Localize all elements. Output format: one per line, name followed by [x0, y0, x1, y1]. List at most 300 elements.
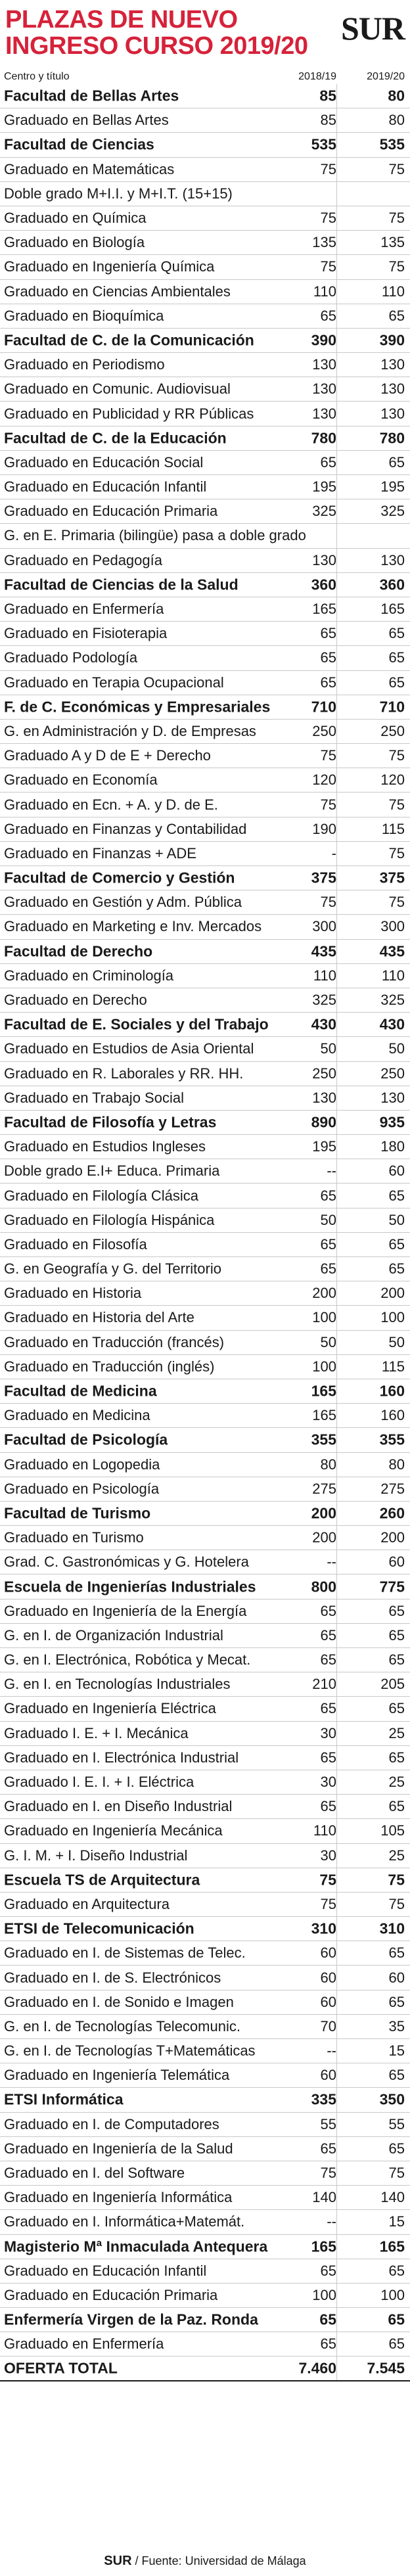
value-2019-20: 60 — [388, 1969, 405, 1986]
value-2019-20: 65 — [388, 674, 405, 691]
value-2019-20: 65 — [388, 2262, 405, 2279]
value-2019-20: 775 — [379, 1578, 405, 1596]
value-2018-19: 65 — [320, 625, 336, 642]
value-2018-19: 780 — [311, 429, 336, 447]
column-divider — [336, 1257, 337, 1281]
value-2019-20: 65 — [388, 2067, 405, 2084]
row-name: Graduado en Pedagogía — [4, 551, 162, 568]
value-2019-20: 130 — [380, 405, 405, 422]
value-2018-19: 100 — [312, 1309, 336, 1326]
value-2019-20: 65 — [388, 1235, 405, 1253]
column-divider — [336, 2113, 337, 2136]
row-name: Graduado en Educación Primaria — [4, 2286, 218, 2303]
value-2019-20: 65 — [388, 1700, 405, 1717]
value-2018-19: 430 — [311, 1015, 336, 1033]
degree-row — [0, 2186, 410, 2210]
value-2018-19: 190 — [312, 820, 336, 837]
value-2018-19: 65 — [320, 1626, 336, 1644]
row-name: Graduado en Fisioterapia — [4, 625, 168, 642]
row-name: Graduado en Ingeniería Informática — [4, 2189, 233, 2206]
row-name: Graduado en Ingeniería Telemática — [4, 2067, 230, 2084]
title-line-1: PLAZAS DE NUEVO — [5, 6, 238, 34]
degree-row — [0, 964, 410, 988]
column-divider — [336, 720, 337, 743]
column-divider — [336, 2039, 337, 2063]
degree-row — [0, 720, 410, 744]
value-2019-20: 65 — [388, 1187, 405, 1204]
value-2019-20: 120 — [380, 771, 405, 789]
column-divider — [336, 573, 337, 597]
degree-row — [0, 2210, 410, 2234]
column-header-name: Centro y título — [4, 71, 70, 82]
footer — [0, 2554, 410, 2573]
row-name: Graduado en Historia del Arte — [4, 1309, 194, 1326]
row-name: Graduado en R. Laborales y RR. HH. — [4, 1065, 244, 1082]
column-divider — [336, 1453, 337, 1477]
column-divider — [336, 549, 337, 572]
degree-row — [0, 451, 410, 475]
degree-row — [0, 499, 410, 524]
degree-row — [0, 597, 410, 622]
value-2018-19: 75 — [320, 747, 336, 764]
column-divider — [336, 2210, 337, 2234]
row-name: Graduado en I. Electrónica Industrial — [4, 1749, 239, 1766]
value-2019-20: 75 — [388, 894, 405, 911]
row-name: G. en I. de Tecnologías T+Matemáticas — [4, 2042, 256, 2059]
column-divider — [336, 2186, 337, 2209]
value-2018-19: 65 — [320, 1700, 336, 1717]
degree-row — [0, 1477, 410, 1502]
column-divider — [336, 1966, 337, 1989]
value-2018-19: 60 — [320, 1944, 336, 1962]
degree-row — [0, 2039, 410, 2063]
column-divider — [336, 1404, 337, 1427]
value-2019-20: 130 — [380, 356, 405, 373]
column-divider — [336, 2332, 337, 2356]
column-divider — [336, 231, 337, 254]
degree-row — [0, 2259, 410, 2284]
faculty-row — [0, 1868, 410, 1893]
degree-row — [0, 182, 410, 206]
value-2019-20: 15 — [388, 2213, 405, 2230]
degree-row — [0, 1355, 410, 1379]
degree-row — [0, 1550, 410, 1575]
value-2018-19: 165 — [312, 1407, 336, 1424]
value-2019-20: 325 — [380, 992, 405, 1009]
row-name: Graduado en Criminología — [4, 967, 174, 984]
row-name: G. en I. de Tecnologías Telecomunic. — [4, 2017, 240, 2035]
column-divider — [336, 1917, 337, 1941]
value-2018-19: 435 — [311, 942, 336, 960]
degree-row — [0, 402, 410, 426]
faculty-row — [0, 1502, 410, 1526]
title-block — [5, 7, 308, 59]
column-divider — [336, 1159, 337, 1183]
column-divider — [336, 1624, 337, 1647]
degree-row — [0, 1844, 410, 1868]
column-divider — [336, 1379, 337, 1403]
value-2019-20: 250 — [380, 722, 405, 739]
column-divider — [336, 377, 337, 401]
value-2019-20: 160 — [379, 1382, 405, 1400]
value-2018-19: 30 — [320, 1724, 336, 1741]
column-divider — [336, 1331, 337, 1354]
row-name: Graduado en Trabajo Social — [4, 1089, 184, 1106]
row-name: Graduado en Economía — [4, 771, 158, 789]
value-2018-19: 120 — [312, 771, 336, 789]
value-2019-20: 80 — [388, 87, 405, 104]
column-divider — [336, 329, 337, 352]
value-2019-20: 35 — [388, 2017, 405, 2035]
column-divider — [336, 2161, 337, 2185]
value-2018-19: -- — [327, 2042, 336, 2059]
value-2018-19: 65 — [320, 1602, 336, 1619]
degree-row — [0, 1941, 410, 1966]
row-name: Facultad de Derecho — [4, 942, 153, 960]
value-2019-20: 50 — [388, 1040, 405, 1057]
row-name: Graduado en Estudios de Asia Oriental — [4, 1040, 254, 1057]
column-divider — [336, 793, 337, 816]
value-2018-19: 300 — [312, 918, 336, 935]
value-2018-19: 50 — [320, 1040, 336, 1057]
value-2018-19: 65 — [320, 1798, 336, 1815]
value-2018-19: 110 — [313, 1822, 336, 1839]
value-2019-20: 65 — [388, 307, 405, 324]
row-name: G. en Geografía y G. del Territorio — [4, 1260, 221, 1277]
column-divider — [336, 353, 337, 377]
value-2019-20: 140 — [380, 2189, 405, 2206]
degree-row — [0, 255, 410, 279]
value-2018-19: 30 — [320, 1847, 336, 1864]
column-divider — [336, 817, 337, 841]
column-divider — [336, 964, 337, 988]
row-name: G. en I. de Organización Industrial — [4, 1626, 223, 1644]
degree-row — [0, 2015, 410, 2039]
column-headers — [0, 70, 410, 84]
value-2018-19: 65 — [320, 1187, 336, 1204]
value-2019-20: 75 — [388, 1895, 405, 1912]
column-divider — [336, 1893, 337, 1916]
value-2018-19: 85 — [319, 87, 336, 104]
degree-row — [0, 1526, 410, 1550]
value-2018-19: 890 — [311, 1113, 336, 1131]
value-2018-19: 75 — [320, 1895, 336, 1912]
value-2019-20: 115 — [381, 1358, 405, 1375]
column-divider — [336, 1941, 337, 1965]
degree-row — [0, 2113, 410, 2137]
column-divider — [336, 2284, 337, 2307]
value-2018-19: 60 — [320, 1969, 336, 1986]
degree-row — [0, 817, 410, 842]
column-divider — [336, 1526, 337, 1550]
value-2018-19: 100 — [312, 2286, 336, 2303]
degree-row — [0, 646, 410, 670]
column-divider — [336, 1306, 337, 1329]
degree-row — [0, 2161, 410, 2186]
degree-row — [0, 1233, 410, 1257]
value-2018-19: 70 — [320, 2017, 336, 2035]
row-name: Graduado en Educación Infantil — [4, 478, 207, 495]
row-name: Grad. C. Gastronómicas y G. Hotelera — [4, 1553, 249, 1571]
value-2019-20: 115 — [381, 820, 405, 837]
value-2019-20: 65 — [388, 2311, 405, 2328]
row-name: Graduado en I. de Sonido e Imagen — [4, 1993, 234, 2010]
degree-row — [0, 1331, 410, 1355]
value-2019-20: 355 — [379, 1431, 405, 1448]
value-2019-20: 75 — [388, 2165, 405, 2182]
value-2019-20: 300 — [380, 918, 405, 935]
degree-row — [0, 768, 410, 793]
degree-row — [0, 842, 410, 866]
degree-row — [0, 915, 410, 939]
value-2018-19: -- — [327, 2213, 336, 2230]
value-2019-20: 75 — [388, 796, 405, 813]
value-2018-19: 390 — [311, 331, 336, 349]
row-name: Graduado en Bioquímica — [4, 307, 164, 324]
column-divider — [336, 1722, 337, 1745]
value-2018-19: 335 — [311, 2090, 336, 2108]
value-2018-19: 80 — [320, 1456, 336, 1473]
value-2018-19: 325 — [312, 992, 336, 1009]
row-name: Graduado en Ciencias Ambientales — [4, 283, 231, 300]
row-name: Enfermería Virgen de la Paz. Ronda — [4, 2311, 258, 2328]
degree-row — [0, 524, 410, 548]
row-name: Escuela TS de Arquitectura — [4, 1871, 200, 1889]
value-2018-19: 55 — [320, 2115, 336, 2132]
value-2018-19: 375 — [311, 869, 336, 886]
value-2018-19: 65 — [320, 307, 336, 324]
degree-row — [0, 1990, 410, 2015]
column-divider — [336, 1135, 337, 1159]
faculty-row — [0, 329, 410, 353]
column-divider — [336, 475, 337, 499]
value-2019-20: 160 — [380, 1407, 405, 1424]
value-2018-19: 130 — [312, 405, 336, 422]
column-divider — [336, 524, 337, 547]
row-name: Graduado en I. en Diseño Industrial — [4, 1798, 233, 1815]
column-divider — [336, 1428, 337, 1452]
degree-row — [0, 1306, 410, 1330]
value-2019-20: 65 — [388, 1944, 405, 1962]
row-name: Facultad de C. de la Comunicación — [4, 331, 254, 349]
column-divider — [336, 1208, 337, 1232]
row-name: ETSI de Telecomunicación — [4, 1920, 194, 1937]
value-2019-20: 75 — [388, 210, 405, 227]
column-header-2018: 2018/19 — [298, 71, 336, 82]
title-line-2: INGRESO CURSO 2019/20 — [5, 32, 308, 60]
row-name: G. en I. en Tecnologías Industriales — [4, 1676, 231, 1693]
column-divider — [336, 768, 337, 792]
value-2019-20: 80 — [388, 1456, 405, 1473]
column-divider — [336, 842, 337, 865]
degree-row — [0, 622, 410, 646]
column-divider — [336, 671, 337, 695]
degree-row — [0, 206, 410, 231]
value-2018-19: 65 — [320, 1749, 336, 1766]
row-name: G. I. M. + I. Diseño Industrial — [4, 1847, 188, 1864]
value-2019-20: 135 — [380, 234, 405, 251]
column-divider — [336, 2137, 337, 2161]
value-2018-19: 135 — [312, 234, 336, 251]
row-name: Graduado I. E. I. + I. Eléctrica — [4, 1774, 194, 1791]
value-2019-20: 65 — [388, 1993, 405, 2010]
row-name: Graduado en Medicina — [4, 1407, 150, 1424]
degree-row — [0, 280, 410, 304]
source-note: / Fuente: Universidad de Málaga — [131, 2554, 306, 2567]
value-2019-20: 130 — [380, 380, 405, 398]
value-2018-19: 535 — [311, 135, 336, 153]
value-2019-20: 75 — [388, 747, 405, 764]
degree-row — [0, 1135, 410, 1159]
row-name: Graduado en Biología — [4, 234, 145, 251]
value-2018-19: 50 — [320, 1333, 336, 1350]
value-2018-19: 165 — [311, 1382, 336, 1400]
column-divider — [336, 1575, 337, 1598]
value-2019-20: 535 — [379, 135, 405, 153]
row-name: Graduado en Historia — [4, 1285, 142, 1302]
value-2019-20: 55 — [388, 2115, 405, 2132]
value-2019-20: 310 — [379, 1920, 405, 1937]
faculty-row — [0, 1379, 410, 1404]
value-2019-20: 65 — [388, 1651, 405, 1668]
column-divider — [336, 744, 337, 768]
value-2019-20: 65 — [388, 1749, 405, 1766]
value-2018-19: 210 — [312, 1676, 336, 1693]
value-2019-20: 15 — [388, 2042, 405, 2059]
row-name: Graduado en Derecho — [4, 992, 147, 1009]
column-divider — [336, 2235, 337, 2259]
degree-row — [0, 671, 410, 695]
value-2019-20: 65 — [388, 1798, 405, 1815]
faculty-row — [0, 695, 410, 720]
value-2018-19: 60 — [320, 1993, 336, 2010]
column-divider — [336, 646, 337, 670]
faculty-row — [0, 133, 410, 157]
row-name: Graduado en Ingeniería de la Energía — [4, 1602, 247, 1619]
value-2019-20: 205 — [380, 1676, 405, 1693]
row-name: Graduado en I. del Software — [4, 2165, 185, 2182]
column-divider — [336, 1844, 337, 1868]
column-divider — [336, 597, 337, 621]
row-name: Facultad de Ciencias — [4, 135, 154, 153]
row-name: F. de C. Económicas y Empresariales — [4, 698, 271, 716]
faculty-row — [0, 2088, 410, 2112]
column-divider — [336, 1648, 337, 1672]
value-2019-20: 65 — [388, 1260, 405, 1277]
value-2018-19: 110 — [313, 967, 336, 984]
value-2018-19: 130 — [312, 380, 336, 398]
faculty-row — [0, 1013, 410, 1037]
degree-row — [0, 1770, 410, 1795]
sur-logo: SUR — [340, 10, 405, 47]
value-2019-20: 130 — [380, 1089, 405, 1106]
column-divider — [336, 158, 337, 181]
value-2019-20: 65 — [388, 1602, 405, 1619]
degree-row — [0, 1453, 410, 1477]
value-2018-19: 65 — [320, 674, 336, 691]
value-2018-19: 65 — [320, 453, 336, 471]
value-2019-20: 50 — [388, 1211, 405, 1228]
row-name: Graduado en Turismo — [4, 1529, 144, 1546]
faculty-row — [0, 2308, 410, 2332]
value-2019-20: 390 — [379, 331, 405, 349]
value-2018-19: 200 — [312, 1529, 336, 1546]
faculty-row — [0, 84, 410, 108]
row-name: Graduado en Ingeniería Mecánica — [4, 1822, 223, 1839]
column-divider — [336, 1819, 337, 1843]
row-name: Graduado en I. de Sistemas de Telec. — [4, 1944, 246, 1962]
degree-row — [0, 475, 410, 499]
faculty-row — [0, 1111, 410, 1135]
value-2018-19: -- — [327, 1162, 336, 1180]
row-name: Graduado en Marketing e Inv. Mercados — [4, 918, 262, 935]
value-2018-19: 75 — [320, 160, 336, 177]
column-divider — [336, 1233, 337, 1256]
row-name: Graduado A y D de E + Derecho — [4, 747, 211, 764]
header — [0, 0, 410, 83]
value-2019-20: 100 — [380, 2286, 405, 2303]
value-2018-19: 250 — [312, 722, 336, 739]
degree-row — [0, 1037, 410, 1061]
column-divider — [336, 182, 337, 206]
row-name: Graduado en Filosofía — [4, 1235, 147, 1253]
value-2018-19: 140 — [312, 2189, 336, 2206]
faculty-row — [0, 1575, 410, 1599]
value-2018-19: 275 — [312, 1480, 336, 1497]
value-2018-19: 65 — [320, 2262, 336, 2279]
degree-row — [0, 1746, 410, 1770]
degree-row — [0, 1184, 410, 1208]
column-divider — [336, 866, 337, 890]
value-2018-19: 355 — [311, 1431, 336, 1448]
value-2019-20: 350 — [379, 2090, 405, 2108]
column-divider — [336, 304, 337, 328]
column-divider — [336, 1697, 337, 1720]
value-2018-19: 65 — [320, 1651, 336, 1668]
value-2018-19: 165 — [311, 2238, 336, 2255]
row-name: ETSI Informática — [4, 2090, 124, 2108]
column-divider — [336, 108, 337, 132]
row-name: Facultad de Bellas Artes — [4, 87, 179, 104]
degree-row — [0, 890, 410, 915]
value-2018-19: 75 — [320, 2165, 336, 2182]
column-divider — [336, 1111, 337, 1134]
degree-row — [0, 2137, 410, 2161]
row-name: Graduado en Gestión y Adm. Pública — [4, 894, 242, 911]
degree-row — [0, 1648, 410, 1672]
row-name: Graduado en Estudios Ingleses — [4, 1138, 206, 1155]
row-name: G. en I. Electrónica, Robótica y Mecat. — [4, 1651, 251, 1668]
row-name: Facultad de Comercio y Gestión — [4, 869, 235, 886]
row-name: Graduado en Periodismo — [4, 356, 165, 373]
column-divider — [336, 402, 337, 425]
value-2018-19: 65 — [319, 2311, 336, 2328]
value-2019-20: 110 — [381, 967, 405, 984]
value-2018-19: 65 — [320, 649, 336, 666]
value-2019-20: 65 — [388, 649, 405, 666]
value-2019-20: 50 — [388, 1333, 405, 1350]
row-name: Facultad de Turismo — [4, 1504, 151, 1522]
value-2019-20: 25 — [388, 1847, 405, 1864]
degree-row — [0, 1819, 410, 1843]
value-2019-20: 360 — [379, 576, 405, 593]
row-name: Facultad de Ciencias de la Salud — [4, 576, 239, 593]
degree-row — [0, 108, 410, 133]
column-divider — [336, 426, 337, 450]
row-name: Graduado en Ingeniería de la Salud — [4, 2140, 233, 2157]
degree-row — [0, 1672, 410, 1697]
row-name: Graduado I. E. + I. Mecánica — [4, 1724, 189, 1741]
